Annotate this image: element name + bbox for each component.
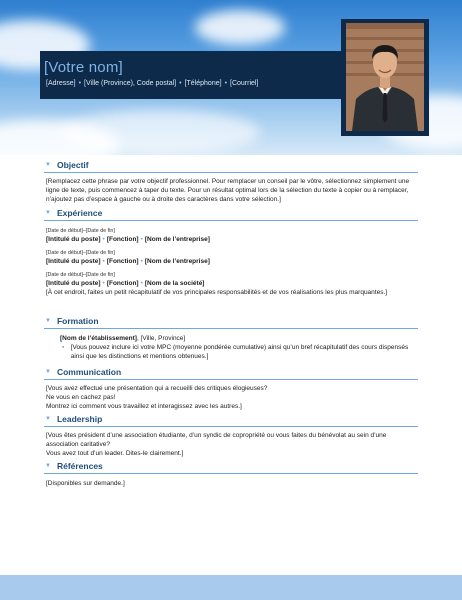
job-dates[interactable]: [Date de début]–[Date de fin] <box>46 228 115 234</box>
section-communication <box>44 367 418 411</box>
section-title: Références <box>56 461 103 471</box>
triangle-down-icon[interactable]: ▼ <box>45 318 51 324</box>
formation-detail <box>44 343 418 361</box>
contact-separator: • <box>78 80 82 87</box>
contact-separator: • <box>179 80 182 87</box>
bullet-icon: ▪ <box>62 344 65 351</box>
job-function[interactable]: [Fonction] <box>106 280 139 287</box>
job-separator: • <box>140 258 143 265</box>
section-references <box>44 461 418 488</box>
job-title-line <box>44 257 418 266</box>
formation-detail-text[interactable]: [Vous pouvez inclure ici votre MPC (moyenne pondérée cumulative) ainsi qu’un bref récapitulatif des cours dispensés ainsi que les distinctions et mentions obtenues.] <box>70 344 409 360</box>
cloud-shape <box>195 10 285 45</box>
job-separator: • <box>140 280 143 287</box>
references-text[interactable]: [Disponibles sur demande.] <box>46 480 125 487</box>
contact-address[interactable]: [Adresse] <box>46 80 76 87</box>
job-company[interactable]: [Nom de l’entreprise] <box>144 258 210 265</box>
section-experience <box>44 208 418 297</box>
contact-city[interactable]: [Ville (Province), Code postal] <box>84 80 177 87</box>
resume-name[interactable]: [Votre nom] <box>44 59 123 76</box>
job-company[interactable]: [Nom de l’entreprise] <box>144 236 210 243</box>
section-leadership <box>44 414 418 458</box>
section-heading <box>44 461 418 474</box>
job-dates[interactable]: [Date de début]–[Date de fin] <box>46 272 115 278</box>
communication-line[interactable]: Montrez ici comment vous travaillez et interagissez avec les autres.] <box>46 403 242 410</box>
school-name[interactable]: [Nom de l’établissement] <box>60 335 137 342</box>
leadership-text <box>44 431 418 458</box>
contact-separator: • <box>224 80 228 87</box>
section-heading <box>44 160 418 173</box>
job-title-line <box>44 279 418 288</box>
section-heading <box>44 208 418 221</box>
leadership-line[interactable]: Vous avez tout d’un leader. Dites-le clairement.] <box>46 450 184 457</box>
section-title: Communication <box>56 367 122 377</box>
job-dates[interactable]: [Date de début]–[Date de fin] <box>46 250 115 256</box>
contact-phone[interactable]: [Téléphone] <box>184 80 222 87</box>
job-function[interactable]: [Fonction] <box>106 236 139 243</box>
triangle-down-icon[interactable]: ▼ <box>45 162 51 168</box>
objectif-text[interactable]: [Remplacez cette phrase par votre objectif professionnel. Pour remplacer un conseil par le vôtre, sélectionnez simplement une ligne de texte, puis commencez à taper du texte. Pour un résultat optimal lors de la sélection du texte à copier ou à remplacer, n’ajoutez pas d’espace à gauche ou à droite des caractères dans votre sélection.] <box>46 178 410 203</box>
section-heading <box>44 367 418 380</box>
section-formation <box>44 316 418 361</box>
section-title: Formation <box>56 316 99 326</box>
section-title: Objectif <box>56 160 89 170</box>
job-separator: • <box>102 280 105 287</box>
triangle-down-icon[interactable]: ▼ <box>45 210 51 216</box>
job-entry <box>44 250 418 266</box>
job-entry <box>44 228 418 244</box>
triangle-down-icon[interactable]: ▼ <box>45 463 51 469</box>
communication-line[interactable]: Ne vous en cachez pas! <box>46 394 116 401</box>
job-separator: • <box>140 236 143 243</box>
job-title[interactable]: [Intitulé du poste] <box>46 236 101 243</box>
school-line <box>44 334 418 343</box>
contact-line <box>46 80 258 87</box>
contact-email[interactable]: [Courriel] <box>230 80 259 87</box>
footer-band <box>0 575 462 600</box>
person-photo-icon <box>346 23 424 131</box>
job-separator: • <box>102 236 105 243</box>
section-heading <box>44 414 418 427</box>
triangle-down-icon[interactable]: ▼ <box>45 416 51 422</box>
profile-photo[interactable] <box>346 23 424 131</box>
job-entry <box>44 272 418 297</box>
job-title[interactable]: [Intitulé du poste] <box>46 258 101 265</box>
job-title[interactable]: [Intitulé du poste] <box>46 280 101 287</box>
job-description[interactable]: [À cet endroit, faites un petit récapitulatif de vos principales responsabilités et de vos réalisations les plus marquantes.] <box>46 289 388 296</box>
section-objectif <box>44 160 418 204</box>
job-title-line <box>44 235 418 244</box>
communication-line[interactable]: [Vous avez effectué une présentation qui a recueilli des critiques élogieuses? <box>46 385 268 392</box>
job-separator: • <box>102 258 105 265</box>
job-company[interactable]: [Nom de la société] <box>144 280 205 287</box>
school-location[interactable]: , [Ville, Province] <box>136 335 186 342</box>
leadership-line[interactable]: [Vous êtes président d’une association étudiante, d’un syndic de copropriété ou vous faites du bénévolat au sein d’une association caritative? <box>46 432 387 448</box>
job-function[interactable]: [Fonction] <box>106 258 139 265</box>
section-title: Leadership <box>56 414 103 424</box>
section-title: Expérience <box>56 208 103 218</box>
triangle-down-icon[interactable]: ▼ <box>45 369 51 375</box>
communication-text <box>44 384 418 411</box>
section-heading <box>44 316 418 329</box>
